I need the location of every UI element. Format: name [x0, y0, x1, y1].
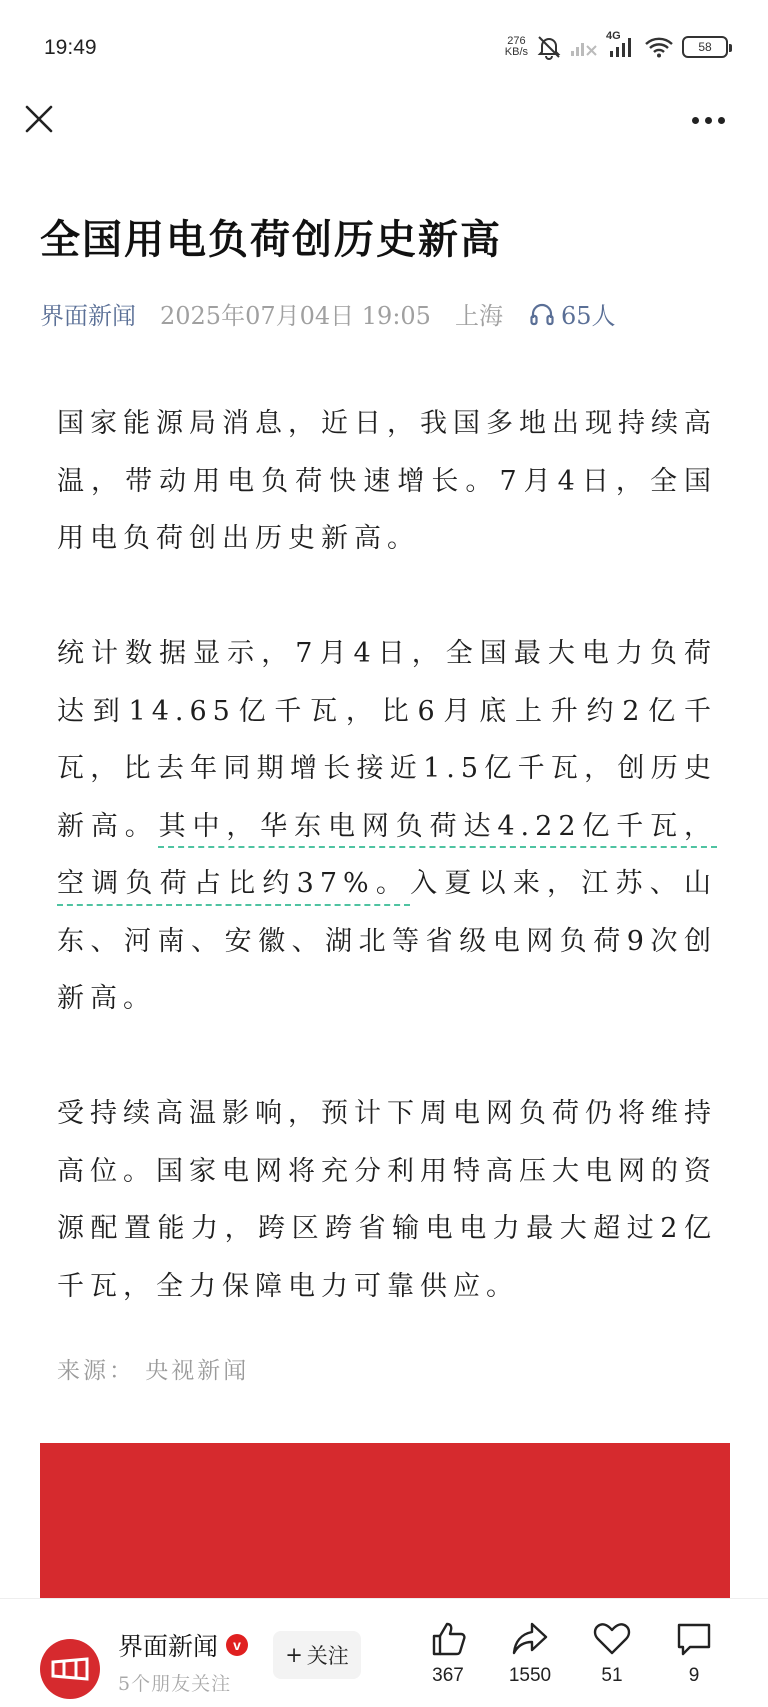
battery-level: 58	[698, 40, 712, 54]
network-speed-unit: KB/s	[504, 46, 528, 58]
comment-icon	[674, 1619, 714, 1659]
highlighted-sentence[interactable]: 其中，华东电网负荷达4.22亿千瓦，空调负荷占比约37%。	[57, 810, 717, 899]
like-count: 367	[432, 1665, 464, 1686]
followers-text: 5个朋友关注	[118, 1673, 232, 1695]
wifi-icon	[644, 36, 674, 58]
like-button[interactable]	[408, 1619, 488, 1687]
network-speed	[505, 36, 528, 58]
account-avatar[interactable]	[40, 1639, 100, 1699]
share-button[interactable]	[490, 1619, 570, 1687]
article-body	[57, 395, 717, 1373]
share-icon	[510, 1619, 550, 1659]
more-dot	[692, 117, 699, 124]
article-credit: 来源： 央视新闻	[57, 1358, 250, 1384]
article-meta	[40, 296, 616, 331]
follow-button[interactable]	[273, 1631, 361, 1679]
article-paragraph: 国家能源局消息，近日，我国多地出现持续高温，带动用电负荷快速增长。7月4日，全国用电负荷创出历史新高。	[57, 408, 717, 554]
headphones-icon	[529, 301, 555, 327]
verified-icon: v	[226, 1634, 248, 1656]
ad-banner[interactable]	[40, 1443, 730, 1607]
article-paragraph	[57, 625, 717, 1028]
more-dot	[705, 117, 712, 124]
close-icon[interactable]	[22, 102, 56, 136]
comment-count: 9	[688, 1665, 700, 1686]
status-time: 19:49	[44, 36, 97, 59]
share-count: 1550	[508, 1665, 552, 1686]
bottom-bar	[0, 1598, 768, 1707]
heart-icon	[592, 1619, 632, 1659]
article-source-link[interactable]: 界面新闻	[40, 302, 136, 330]
article-title: 全国用电负荷创历史新高	[40, 216, 502, 263]
article-paragraph: 受持续高温影响，预计下周电网负荷仍将维持高位。国家电网将充分利用特高压大电网的资源配置能力，跨区跨省输电电力最大超过2亿千瓦，全力保障电力可靠供应。	[57, 1098, 717, 1302]
favorite-count: 51	[601, 1665, 623, 1686]
logo-icon	[50, 1656, 90, 1682]
comment-button[interactable]	[654, 1619, 734, 1687]
article-datetime: 2025年07月04日 19:05	[160, 302, 431, 330]
battery-icon	[682, 36, 728, 58]
more-dot	[718, 117, 725, 124]
listen-button[interactable]	[529, 296, 616, 331]
account-name: 界面新闻	[118, 1632, 219, 1661]
follow-label: 关注	[306, 1644, 349, 1668]
article-text: 入夏以来，江苏、山东、河南、安徽、湖北等省级电网负荷9次创新高。	[57, 868, 717, 1014]
network-speed-value: 276	[507, 35, 526, 47]
signal-off-icon	[570, 36, 598, 58]
plus-icon: +	[285, 1643, 303, 1667]
network-type: 4G	[606, 30, 621, 42]
signal-4g	[606, 30, 636, 58]
article-text: 统计数据显示，7月4日，全国最大电力负荷达到14.65亿千瓦，比6月底上升约2亿千瓦，比去年同期增长接近1.5亿千瓦，创历史新高。	[57, 638, 717, 842]
status-bar	[0, 0, 768, 96]
favorite-button[interactable]	[572, 1619, 652, 1687]
thumbs-up-icon	[428, 1619, 468, 1659]
listener-count: 65人	[560, 302, 616, 330]
more-icon[interactable]	[688, 110, 728, 130]
account-name-row[interactable]	[118, 1627, 248, 1663]
status-icons	[505, 32, 728, 62]
mute-bell-icon	[536, 34, 562, 60]
article-location: 上海	[454, 302, 503, 330]
